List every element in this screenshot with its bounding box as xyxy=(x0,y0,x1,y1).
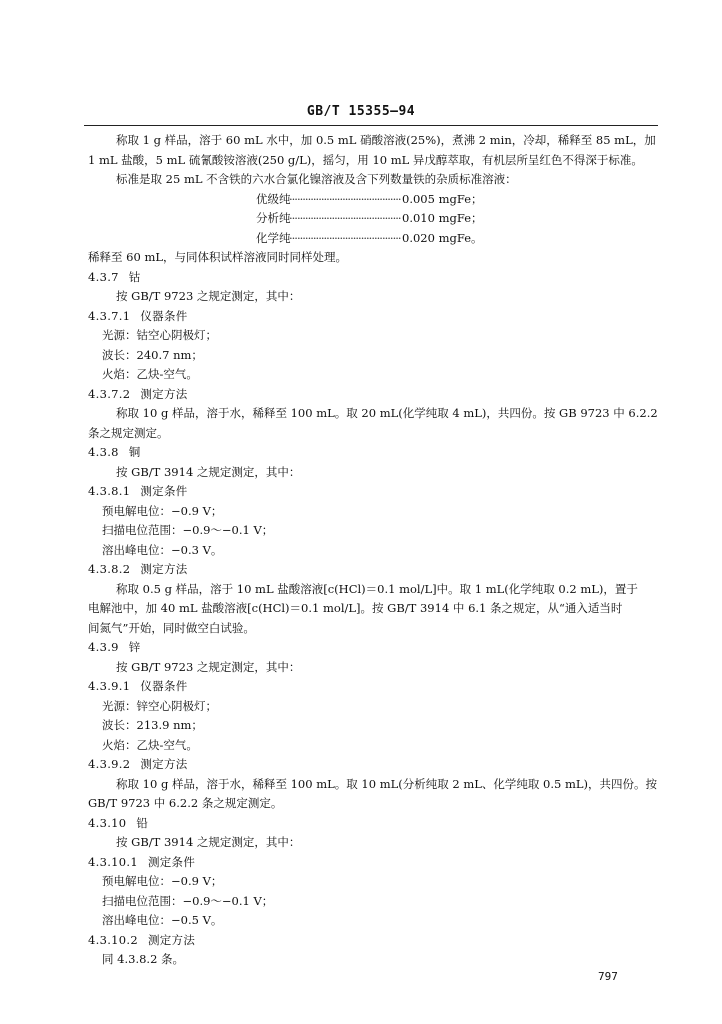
text-line: 称取 1 g 样品，溶于 60 mL 水中，加 0.5 mL 硝酸溶液(25%)，煮沸 2 min，冷却，稀释至 85 mL，加 xyxy=(116,133,656,147)
page-number: 797 xyxy=(598,970,618,983)
section-title: 锌 xyxy=(128,640,141,654)
section-title: 测定方法 xyxy=(140,386,188,401)
section-number: 4.3.9.2 xyxy=(88,757,131,771)
leader-dots: ·········································· xyxy=(289,230,401,245)
text-line: 称取 0.5 g 样品，溶于 10 mL 盐酸溶液[c(HCl)＝0.1 mol/L]中。取 1 mL(化学纯取 0.2 mL)，置于 xyxy=(116,581,638,596)
leader-dots: ·········································· xyxy=(289,211,401,225)
section-title: 铅 xyxy=(136,815,149,830)
section-title: 仪器条件 xyxy=(140,679,188,693)
section-number: 4.3.9.1 xyxy=(88,679,131,693)
section-heading xyxy=(88,755,660,775)
section-title: 仪器条件 xyxy=(140,308,188,323)
leader-dots: ·········································· xyxy=(289,191,401,206)
section-heading xyxy=(88,482,660,502)
text-line: 光源：钴空心阴极灯； xyxy=(102,328,217,342)
section-heading xyxy=(88,560,660,580)
text-line: 按 GB/T 3914 之规定测定，其中： xyxy=(116,464,301,479)
section-number: 4.3.8.1 xyxy=(88,484,131,498)
text-line: 预电解电位：−0.9 V； xyxy=(102,874,223,888)
section-title: 测定方法 xyxy=(140,562,188,576)
text-line: 光源：锌空心阴极灯； xyxy=(102,698,217,713)
text-line: 按 GB/T 9723 之规定测定，其中： xyxy=(116,289,301,303)
section-title: 钴 xyxy=(128,269,141,284)
section-number: 4.3.7.1 xyxy=(88,308,131,323)
section-number: 4.3.10.1 xyxy=(88,854,138,869)
text-line: 条之规定测定。 xyxy=(88,425,169,440)
intro-paragraph xyxy=(88,131,660,190)
section-number: 4.3.9 xyxy=(88,640,119,654)
document-body xyxy=(88,131,660,970)
text-line: 标准是取 25 mL 不含铁的六水合氯化镍溶液及含下列数量铁的杂质标准溶液： xyxy=(116,172,517,186)
section-number: 4.3.7 xyxy=(88,269,119,284)
text-line: 波长：240.7 nm； xyxy=(102,347,203,362)
section-heading xyxy=(88,853,660,873)
grade-standards-list xyxy=(88,190,660,249)
grade-spec-row xyxy=(88,209,660,229)
grade-spec-row xyxy=(88,229,660,249)
text-line: 同 4.3.8.2 条。 xyxy=(102,952,185,966)
section-heading xyxy=(88,385,660,405)
grade-spec-row xyxy=(88,190,660,210)
section-heading xyxy=(88,443,660,463)
header-rule xyxy=(84,125,658,126)
text-line: 预电解电位：−0.9 V； xyxy=(102,503,223,518)
section-heading xyxy=(88,638,660,658)
text-line: 稀释至 60 mL，与同体积试样溶液同时同样处理。 xyxy=(88,250,347,264)
text-line: 溶出峰电位：−0.3 V。 xyxy=(102,542,223,557)
text-line: 溶出峰电位：−0.5 V。 xyxy=(102,913,223,927)
section-title: 测定条件 xyxy=(140,484,188,498)
text-line: 扫描电位范围：−0.9～−0.1 V； xyxy=(102,523,274,537)
section-number: 4.3.10.2 xyxy=(88,932,138,947)
text-line: 波长：213.9 nm； xyxy=(102,718,203,732)
section-number: 4.3.8.2 xyxy=(88,562,131,576)
text-line: 扫描电位范围：−0.9～−0.1 V； xyxy=(102,893,274,908)
section-heading xyxy=(88,931,660,951)
section-title: 铜 xyxy=(128,445,141,459)
section-title: 测定条件 xyxy=(147,854,196,869)
section-number: 4.3.10 xyxy=(88,815,127,830)
text-line: 称取 10 g 样品，溶于水，稀释至 100 mL。取 10 mL(分析纯取 2 mL、化学纯取 0.5 mL)，共四份。按 xyxy=(116,776,658,791)
section-heading xyxy=(88,814,660,834)
text-line: 按 GB/T 3914 之规定测定，其中： xyxy=(116,835,301,849)
sections xyxy=(88,248,660,970)
text-line: 间氮气”开始，同时做空白试验。 xyxy=(88,620,255,635)
grade-value: 0.005 mgFe； xyxy=(402,191,483,206)
section-heading xyxy=(88,677,660,697)
grade-label: 化学纯 xyxy=(256,230,291,245)
grade-label: 分析纯 xyxy=(256,211,291,225)
section-heading xyxy=(88,307,660,327)
text-line: 按 GB/T 9723 之规定测定，其中： xyxy=(116,659,301,674)
section-title: 测定方法 xyxy=(140,757,188,771)
section-number: 4.3.8 xyxy=(88,445,119,459)
grade-value: 0.020 mgFe。 xyxy=(402,230,483,245)
text-line: 1 mL 盐酸，5 mL 硫氰酸铵溶液(250 g/L)，摇匀，用 10 mL 异戊醇萃取，有机层所呈红色不得深于标准。 xyxy=(88,152,643,167)
text-line: GB/T 9723 中 6.2.2 条之规定测定。 xyxy=(88,796,283,810)
section-heading xyxy=(88,268,660,288)
section-number: 4.3.7.2 xyxy=(88,386,131,401)
text-line: 火焰：乙炔-空气。 xyxy=(102,367,198,381)
grade-label: 优级纯 xyxy=(256,191,291,206)
standard-header: GB/T 15355—94 xyxy=(306,104,416,119)
text-line: 火焰：乙炔-空气。 xyxy=(102,737,198,752)
grade-value: 0.010 mgFe； xyxy=(402,211,483,225)
text-line: 电解池中，加 40 mL 盐酸溶液[c(HCl)＝0.1 mol/L]。按 GB/T 3914 中 6.1 条之规定，从“通入适当时 xyxy=(88,601,623,615)
section-title: 测定方法 xyxy=(147,932,196,947)
text-line: 称取 10 g 样品，溶于水，稀释至 100 mL。取 20 mL(化学纯取 4 mL)，共四份。按 GB 9723 中 6.2.2 xyxy=(116,406,658,420)
